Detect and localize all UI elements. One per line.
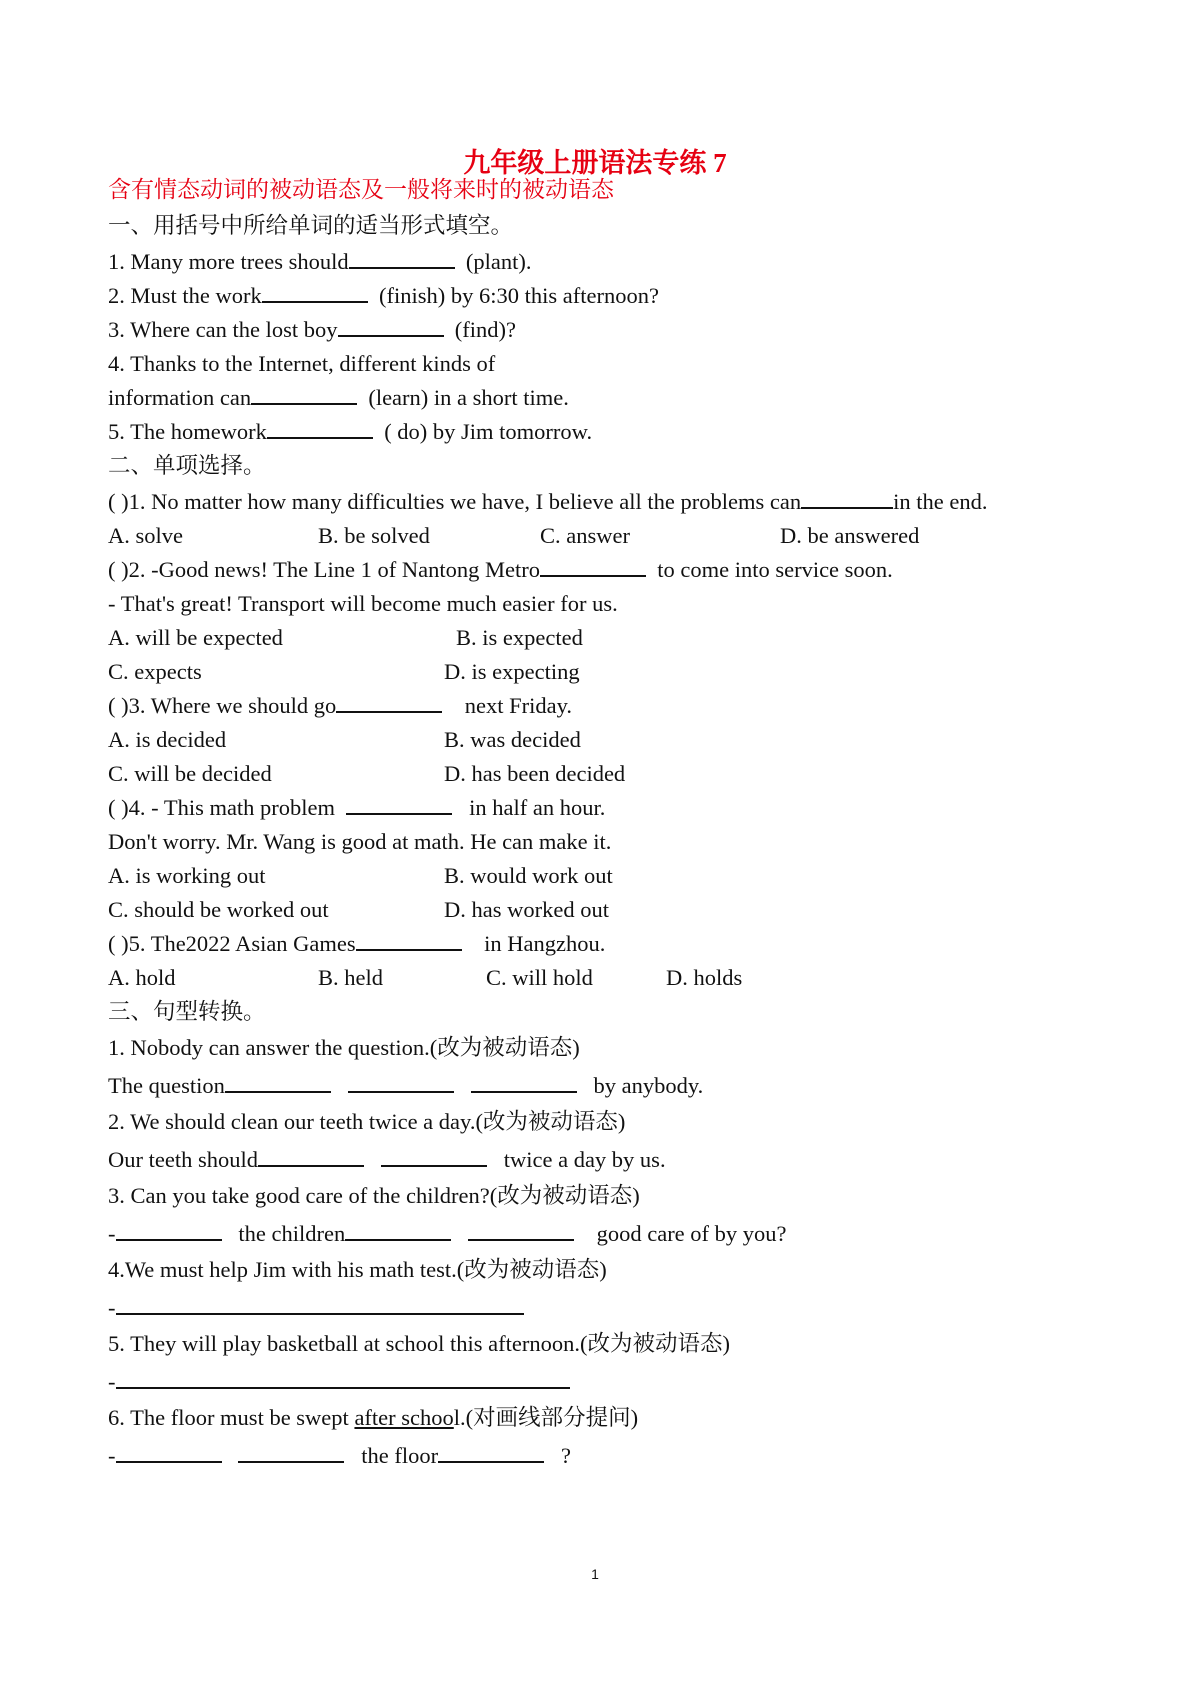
answer-blank[interactable] <box>381 1147 487 1167</box>
s2-question-2-cont: - That's great! Transport will become much easier for us. <box>108 591 618 616</box>
s2-q4-option-c[interactable]: C. should be worked out <box>108 897 329 922</box>
s3-question-2: 2. We should clean our teeth twice a day.(改为被动语态) <box>108 1109 626 1134</box>
section-2-heading: 二、单项选择。 <box>108 453 266 478</box>
answer-blank[interactable] <box>345 1221 451 1241</box>
subtitle: 含有情态动词的被动语态及一般将来时的被动语态 <box>108 177 614 202</box>
answer-blank[interactable] <box>116 1295 524 1315</box>
answer-blank[interactable] <box>348 1073 454 1093</box>
answer-blank[interactable] <box>238 1443 344 1463</box>
s2-q3-option-c[interactable]: C. will be decided <box>108 761 272 786</box>
section-1-heading: 一、用括号中所给单词的适当形式填空。 <box>108 213 514 238</box>
s2-q4-option-b[interactable]: B. would work out <box>444 863 613 888</box>
answer-blank[interactable] <box>346 795 452 815</box>
s2-q5-option-d[interactable]: D. holds <box>666 965 743 990</box>
s2-q3-option-b[interactable]: B. was decided <box>444 727 581 752</box>
s2-question-1: ( )1. No matter how many difficulties we have, I believe all the problems can in the end. <box>108 489 988 514</box>
section-3-heading: 三、句型转换。 <box>108 999 266 1024</box>
answer-blank[interactable] <box>438 1443 544 1463</box>
answer-blank[interactable] <box>258 1147 364 1167</box>
s2-question-4: ( )4. - This math problem in half an hour. <box>108 795 606 820</box>
s3-question-5: 5. They will play basketball at school this afternoon.(改为被动语态) <box>108 1331 730 1356</box>
answer-blank[interactable] <box>251 385 357 405</box>
s2-q5-option-c[interactable]: C. will hold <box>486 965 593 990</box>
s3-question-5-answer: - <box>108 1368 570 1396</box>
answer-blank[interactable] <box>116 1221 222 1241</box>
s1-question-3: 3. Where can the lost boy (find)? <box>108 317 516 342</box>
s1-question-4-cont: information can (learn) in a short time. <box>108 385 569 410</box>
s2-q3-option-a[interactable]: A. is decided <box>108 727 227 752</box>
answer-blank[interactable] <box>267 419 373 439</box>
answer-blank[interactable] <box>262 283 368 303</box>
s1-question-4: 4. Thanks to the Internet, different kinds of <box>108 351 496 376</box>
s2-q1-option-a[interactable]: A. solve <box>108 523 183 548</box>
answer-blank[interactable] <box>801 489 893 509</box>
s2-q2-option-a[interactable]: A. will be expected <box>108 625 283 650</box>
s2-q4-option-d[interactable]: D. has worked out <box>444 897 609 922</box>
answer-blank[interactable] <box>471 1073 577 1093</box>
s3-question-3-answer: - the children good care of by you? <box>108 1221 787 1246</box>
s1-question-5: 5. The homework ( do) by Jim tomorrow. <box>108 419 593 444</box>
answer-blank[interactable] <box>468 1221 574 1241</box>
s3-question-3: 3. Can you take good care of the children?(改为被动语态) <box>108 1183 640 1208</box>
s2-q1-option-d[interactable]: D. be answered <box>780 523 920 548</box>
s2-q4-option-a[interactable]: A. is working out <box>108 863 266 888</box>
s2-question-4-cont: Don't worry. Mr. Wang is good at math. He can make it. <box>108 829 612 854</box>
s2-q1-option-c[interactable]: C. answer <box>540 523 630 548</box>
answer-blank[interactable] <box>356 931 462 951</box>
s2-q5-option-b[interactable]: B. held <box>318 965 383 990</box>
s3-question-6: 6. The floor must be swept after school.(对画线部分提问) <box>108 1405 639 1430</box>
answer-blank[interactable] <box>225 1073 331 1093</box>
s2-question-3: ( )3. Where we should go next Friday. <box>108 693 573 718</box>
s3-question-4-answer: - <box>108 1294 524 1322</box>
page-number: 1 <box>591 1566 599 1582</box>
s2-q2-option-c[interactable]: C. expects <box>108 659 202 684</box>
s2-q2-option-b[interactable]: B. is expected <box>456 625 583 650</box>
s3-question-6-answer: - the floor ? <box>108 1443 571 1468</box>
s2-question-5: ( )5. The2022 Asian Games in Hangzhou. <box>108 931 606 956</box>
underlined-phrase: after schoo <box>354 1405 454 1430</box>
s3-question-1-answer: The question by anybody. <box>108 1073 704 1098</box>
s2-q5-option-a[interactable]: A. hold <box>108 965 176 990</box>
s1-question-1: 1. Many more trees should (plant). <box>108 249 532 274</box>
answer-blank[interactable] <box>349 249 455 269</box>
s2-question-2: ( )2. -Good news! The Line 1 of Nantong Metro to come into service soon. <box>108 557 893 582</box>
page-title: 九年级上册语法专练 7 <box>463 148 727 178</box>
s2-q2-option-d[interactable]: D. is expecting <box>444 659 580 684</box>
s2-q1-option-b[interactable]: B. be solved <box>318 523 430 548</box>
s3-question-2-answer: Our teeth should twice a day by us. <box>108 1147 666 1172</box>
answer-blank[interactable] <box>540 557 646 577</box>
s1-question-2: 2. Must the work (finish) by 6:30 this afternoon? <box>108 283 659 308</box>
s3-question-1: 1. Nobody can answer the question.(改为被动语态) <box>108 1035 580 1060</box>
answer-blank[interactable] <box>336 693 442 713</box>
answer-blank[interactable] <box>116 1443 222 1463</box>
answer-blank[interactable] <box>116 1369 570 1389</box>
s2-q3-option-d[interactable]: D. has been decided <box>444 761 626 786</box>
s3-question-4: 4.We must help Jim with his math test.(改为被动语态) <box>108 1257 607 1282</box>
answer-blank[interactable] <box>338 317 444 337</box>
